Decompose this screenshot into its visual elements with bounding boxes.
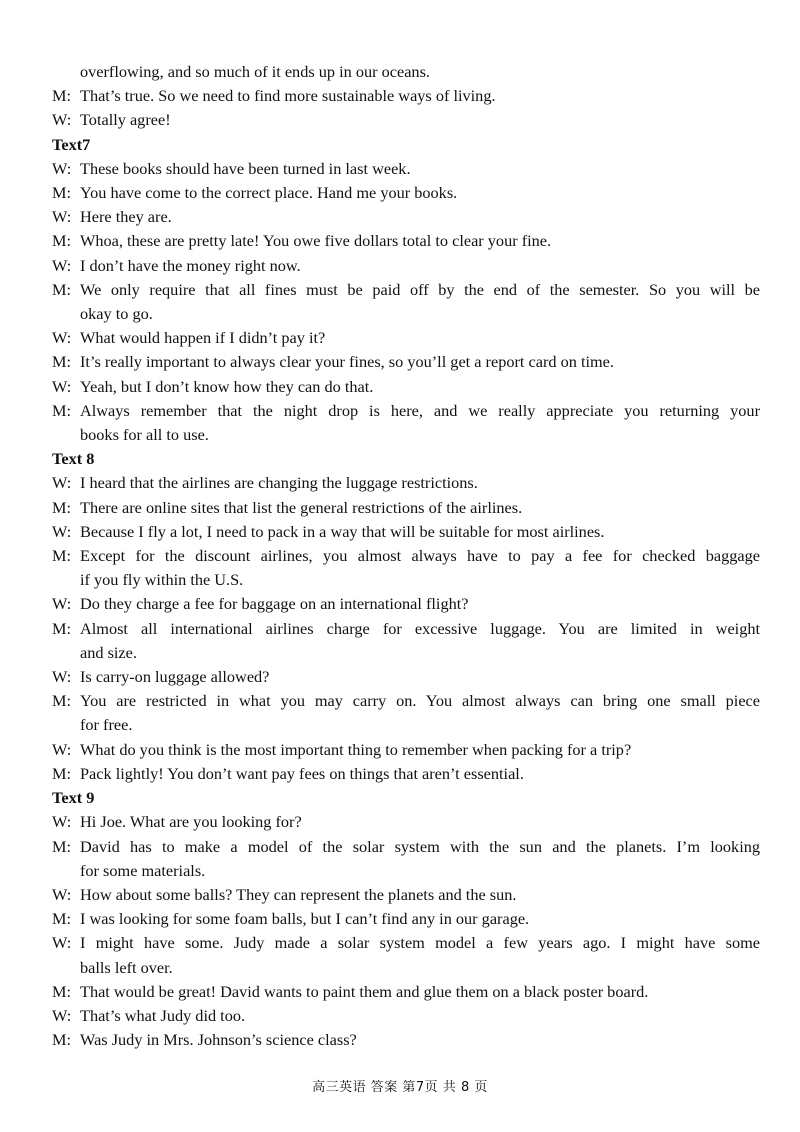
dialogue-text: I heard that the airlines are changing the luggage restrictions.: [80, 473, 478, 493]
speaker-label: M:: [52, 836, 72, 856]
dialogue-line: [52, 350, 760, 374]
dialogue-text: Except for the discount airlines, you almost always have to pay a fee for checked baggage: [80, 546, 760, 566]
dialogue-text: That’s true. So we need to find more sustainable ways of living.: [80, 86, 496, 106]
dialogue-line: [52, 931, 760, 955]
dialogue-line: [52, 520, 760, 544]
dialogue-text: You have come to the correct place. Hand me your books.: [80, 183, 458, 203]
dialogue-text: I don’t have the money right now.: [80, 255, 301, 275]
dialogue-text: What would happen if I didn’t pay it?: [80, 328, 326, 348]
dialogue-line: [52, 980, 760, 1004]
dialogue-line: [52, 302, 760, 326]
speaker-label: W:: [52, 376, 72, 396]
dialogue-text: Here they are.: [80, 207, 172, 227]
dialogue-line: [52, 762, 760, 786]
speaker-label: M:: [52, 279, 72, 299]
dialogue-text: books for all to use.: [80, 425, 209, 445]
dialogue-line: [52, 254, 760, 278]
section-heading: Text 9: [52, 788, 95, 808]
transcript-section: [52, 60, 760, 133]
dialogue-text: That’s what Judy did too.: [80, 1005, 246, 1025]
speaker-label: M:: [52, 352, 72, 372]
speaker-label: M:: [52, 497, 72, 517]
speaker-label: W:: [52, 884, 72, 904]
dialogue-line: [52, 375, 760, 399]
dialogue-line: [52, 738, 760, 762]
dialogue-line: [52, 471, 760, 495]
dialogue-text: That would be great! David wants to paint them and glue them on a black poster board.: [80, 981, 649, 1001]
dialogue-text: Pack lightly! You don’t want pay fees on things that aren’t essential.: [80, 763, 524, 783]
dialogue-line: [52, 423, 760, 447]
dialogue-text: overflowing, and so much of it ends up in our oceans.: [80, 62, 430, 81]
dialogue-text: Was Judy in Mrs. Johnson’s science class?: [80, 1030, 357, 1050]
dialogue-line: [52, 592, 760, 616]
transcript-body: [52, 60, 760, 1052]
dialogue-line: [52, 641, 760, 665]
dialogue-line: [52, 278, 760, 302]
dialogue-line: [52, 665, 760, 689]
dialogue-text: Almost all international airlines charge for excessive luggage. You are limited in weight: [80, 618, 760, 638]
speaker-label: M:: [52, 909, 72, 929]
speaker-label: M:: [52, 1030, 72, 1050]
dialogue-text: Do they charge a fee for baggage on an international flight?: [80, 594, 469, 614]
speaker-label: W:: [52, 473, 72, 493]
dialogue-text: if you fly within the U.S.: [80, 570, 244, 590]
dialogue-line: [52, 956, 760, 980]
dialogue-line: [52, 713, 760, 737]
dialogue-line: [52, 1028, 760, 1052]
speaker-label: M:: [52, 400, 72, 420]
dialogue-text: Always remember that the night drop is here, and we really appreciate you returning your: [80, 400, 760, 420]
dialogue-text: We only require that all fines must be paid off by the end of the semester. So you will be: [80, 279, 760, 299]
dialogue-text: for some materials.: [80, 860, 206, 880]
speaker-label: M:: [52, 691, 72, 711]
transcript-section: [52, 133, 760, 448]
dialogue-line: [52, 617, 760, 641]
dialogue-line: [52, 568, 760, 592]
speaker-label: M:: [52, 183, 72, 203]
speaker-label: W:: [52, 207, 72, 227]
dialogue-line: [52, 326, 760, 350]
dialogue-line: [52, 157, 760, 181]
dialogue-text: I might have some. Judy made a solar system model a few years ago. I might have some: [80, 933, 760, 953]
dialogue-line: [52, 835, 760, 859]
section-heading: Text 8: [52, 449, 95, 469]
speaker-label: W:: [52, 1005, 72, 1025]
transcript-section: [52, 786, 760, 1052]
dialogue-text: You are restricted in what you may carry on. You almost always can bring one small piece: [80, 691, 760, 711]
speaker-label: W:: [52, 328, 72, 348]
speaker-label: M:: [52, 763, 72, 783]
speaker-label: W:: [52, 110, 72, 130]
speaker-label: W:: [52, 255, 72, 275]
dialogue-text: Yeah, but I don’t know how they can do that.: [80, 376, 374, 396]
dialogue-line: [52, 907, 760, 931]
dialogue-text: David has to make a model of the solar system with the sun and the planets. I’m looking: [80, 836, 760, 856]
dialogue-line: [52, 181, 760, 205]
dialogue-line: [52, 810, 760, 834]
dialogue-text: I was looking for some foam balls, but I can’t find any in our garage.: [80, 909, 530, 929]
speaker-label: W:: [52, 933, 72, 953]
dialogue-line: [52, 205, 760, 229]
dialogue-text: Whoa, these are pretty late! You owe five dollars total to clear your fine.: [80, 231, 552, 251]
speaker-label: M:: [52, 231, 72, 251]
section-heading: Text7: [52, 134, 91, 154]
speaker-label: W:: [52, 812, 72, 832]
dialogue-text: Hi Joe. What are you looking for?: [80, 812, 302, 832]
speaker-label: W:: [52, 594, 72, 614]
dialogue-line: [52, 496, 760, 520]
dialogue-line: [52, 60, 760, 84]
dialogue-text: balls left over.: [80, 957, 173, 977]
dialogue-text: Because I fly a lot, I need to pack in a way that will be suitable for most airlines.: [80, 521, 605, 541]
speaker-label: M:: [52, 981, 72, 1001]
dialogue-text: Totally agree!: [80, 110, 171, 130]
speaker-label: W:: [52, 158, 72, 178]
dialogue-line: [52, 1004, 760, 1028]
speaker-label: M:: [52, 86, 72, 106]
dialogue-text: There are online sites that list the general restrictions of the airlines.: [80, 497, 523, 517]
page-footer: 高三英语 答案 第7页 共 8 页: [312, 1080, 488, 1095]
speaker-label: W:: [52, 521, 72, 541]
dialogue-line: [52, 229, 760, 253]
dialogue-text: for free.: [80, 715, 133, 735]
speaker-label: W:: [52, 667, 72, 687]
dialogue-text: and size.: [80, 642, 137, 662]
speaker-label: W:: [52, 739, 72, 759]
dialogue-text: How about some balls? They can represent the planets and the sun.: [80, 884, 517, 904]
speaker-label: M:: [52, 546, 72, 566]
dialogue-line: [52, 859, 760, 883]
dialogue-line: [52, 883, 760, 907]
dialogue-text: okay to go.: [80, 304, 153, 324]
dialogue-text: These books should have been turned in last week.: [80, 158, 411, 178]
dialogue-text: What do you think is the most important thing to remember when packing for a trip?: [80, 739, 632, 759]
dialogue-line: [52, 108, 760, 132]
dialogue-line: [52, 399, 760, 423]
dialogue-text: It’s really important to always clear your fines, so you’ll get a report card on time.: [80, 352, 614, 372]
dialogue-line: [52, 84, 760, 108]
dialogue-text: Is carry-on luggage allowed?: [80, 667, 270, 687]
speaker-label: M:: [52, 618, 72, 638]
transcript-section: [52, 447, 760, 786]
dialogue-line: [52, 544, 760, 568]
dialogue-line: [52, 689, 760, 713]
